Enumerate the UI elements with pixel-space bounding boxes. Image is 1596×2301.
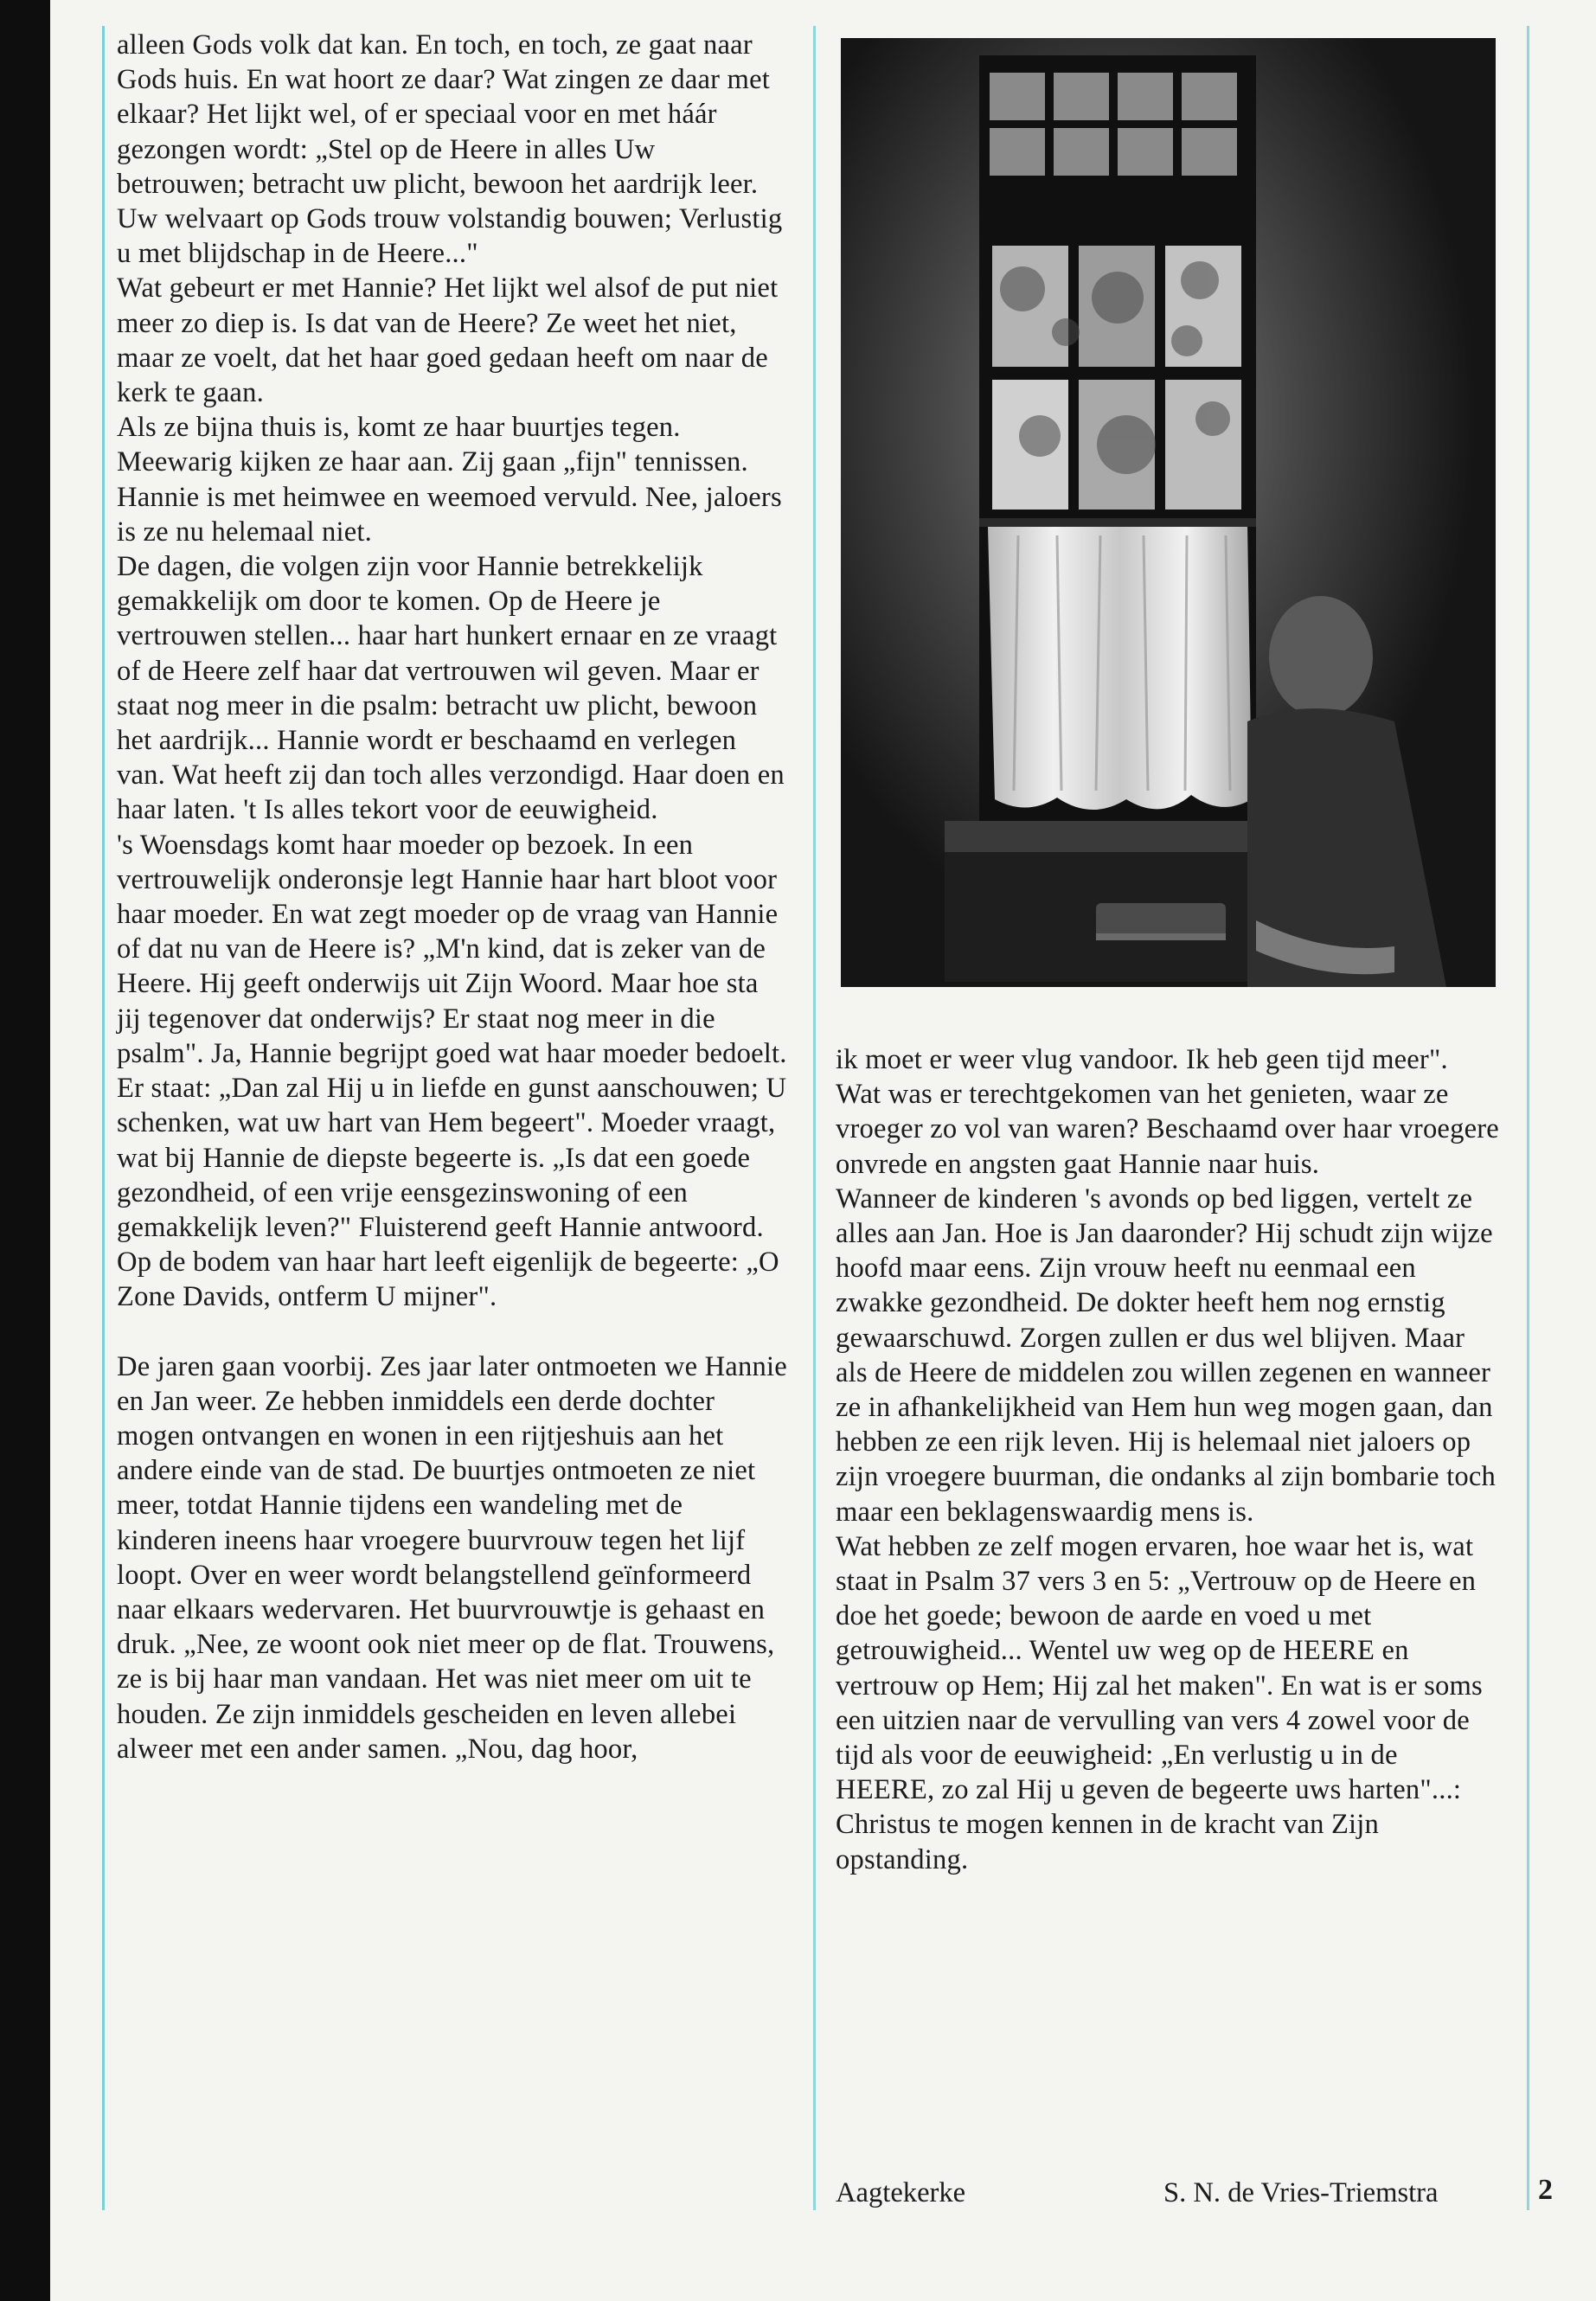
window-illustration	[841, 38, 1496, 987]
paragraph: De dagen, die volgen zijn voor Hannie betrekkelijk gemakkelijk om door te komen. Op de Heere je vertrouwen stellen... haar hart hunkert ernaar en ze vraagt of de Heere zelf haar dat vertrouwen wil geven. Maar er staat nog meer in die psalm: betracht uw plicht, bewoon het aardrijk... Hannie wordt er beschaamd en verlegen van. Wat heeft zij dan toch alles verzondigd. Haar doen en haar laten. 't Is alles tekort voor de eeuwigheid.	[117, 551, 785, 826]
right-column	[836, 1042, 1502, 1877]
paragraph: ik moet er weer vlug vandoor. Ik heb geen tijd meer".	[836, 1044, 1448, 1075]
paragraph: Wat was er terechtgekomen van het genieten, waar ze vroeger zo vol van waren? Beschaamd over haar vroegere onvrede en angsten gaat Hannie naar huis.	[836, 1079, 1499, 1180]
paragraph: 's Woensdags komt haar moeder op bezoek. In een vertrouwelijk onderonsje legt Hannie haar hart bloot voor haar moeder. En wat zegt moeder op de vraag van Hannie of dat nu van de Heere is? „M'n kind, dat is zeker van de Heere. Hij geeft onderwijs uit Zijn Woord. Maar hoe sta jij tegenover dat onderwijs? Er staat nog meer in die psalm". Ja, Hannie begrijpt goed wat haar moeder bedoelt. Er staat: „Dan zal Hij u in liefde en gunst aanschouwen; U schenken, wat uw hart van Hem begeert". Moeder vraagt, wat bij Hannie de diepste begeerte is. „Is dat een goede gezondheid, of een vrije eensgezinswoning of een gemakkelijk leven?" Fluisterend geeft Hannie antwoord. Op de bodem van haar hart leeft eigenlijk de begeerte: „O Zone Davids, ontferm U mijner".	[117, 829, 787, 1313]
paragraph: Wat hebben ze zelf mogen ervaren, hoe waar het is, wat staat in Psalm 37 vers 3 en 5: „Vertrouw op de Heere en doe het goede; bewoon de aarde en voed u met getrouwigheid... Wentel uw weg op de HEERE en vertrouw op Hem; Hij zal het maken". En wat is er soms een uitzien naar de vervulling van vers 4 zowel voor de tijd als voor de eeuwigheid: „En verlustig u in de HEERE, zo zal Hij u geven de begeerte uws harten"...: Christus te mogen kennen in de kracht van Zijn opstanding.	[836, 1530, 1483, 1875]
page-number: 2	[1538, 2174, 1553, 2206]
column-rule-right	[1527, 26, 1529, 2210]
footer-author: S. N. de Vries-Triemstra	[1163, 2177, 1439, 2208]
paragraph: Wat gebeurt er met Hannie? Het lijkt wel alsof de put niet meer zo diep is. Is dat van de Heere? Ze weet het niet, maar ze voelt, dat het haar goed gedaan heeft om naar de kerk te gaan.	[117, 272, 779, 409]
column-rule-middle	[813, 26, 816, 2210]
paragraph-gap	[117, 1315, 787, 1349]
window-scene-drawing	[841, 38, 1496, 987]
paragraph: Als ze bijna thuis is, komt ze haar buurtjes tegen. Meewarig kijken ze haar aan. Zij gaan „fijn" tennissen. Hannie is met heimwee en weemoed vervuld. Nee, jaloers is ze nu helemaal niet.	[117, 412, 782, 548]
left-column	[117, 28, 787, 1766]
paragraph: alleen Gods volk dat kan. En toch, en toch, ze gaat naar Gods huis. En wat hoort ze daar? Wat zingen ze daar met elkaar? Het lijkt wel, of er speciaal voor en met háár gezongen wordt: „Stel op de Heere in alles Uw betrouwen; betracht uw plicht, bewoon het aardrijk leer. Uw welvaart op Gods trouw volstandig bouwen; Verlustig u met blijdschap in de Heere..."	[117, 29, 783, 270]
column-rule-left	[102, 26, 105, 2210]
footer-place: Aagtekerke	[836, 2177, 966, 2208]
book	[1096, 903, 1226, 938]
scan-edge-bar	[0, 0, 50, 2301]
paragraph: Wanneer de kinderen 's avonds op bed liggen, vertelt ze alles aan Jan. Hoe is Jan daaronder? Hij schudt zijn wijze hoofd maar eens. Zijn vrouw heeft nu eenmaal een zwakke gezondheid. De dokter heeft hem nog ernstig gewaarschuwd. Zorgen zullen er dus wel blijven. Maar als de Heere de middelen zou willen zegenen en wanneer ze in afhankelijkheid van Hem hun weg mogen gaan, dan hebben ze een rijk leven. Hij is helemaal niet jaloers op zijn vroegere buurman, die ondanks al zijn bombarie toch maar een beklagenswaardig mens is.	[836, 1183, 1496, 1528]
paragraph: De jaren gaan voorbij. Zes jaar later ontmoeten we Hannie en Jan weer. Ze hebben inmiddels een derde dochter mogen ontvangen en wonen in een rijtjeshuis aan het andere einde van de stad. De buurtjes ontmoeten ze niet meer, totdat Hannie tijdens een wandeling met de kinderen ineens haar vroegere buurvrouw tegen het lijf loopt. Over en weer wordt belangstellend geïnformeerd naar elkaars wedervaren. Het buurvrouwtje is gehaast en druk. „Nee, ze woont ook niet meer op de flat. Trouwens, ze is bij haar man vandaan. Het was niet meer om uit te houden. Ze zijn inmiddels gescheiden en leven allebei alweer met een ander samen. „Nou, dag hoor,	[117, 1350, 787, 1765]
curtain	[988, 522, 1252, 810]
